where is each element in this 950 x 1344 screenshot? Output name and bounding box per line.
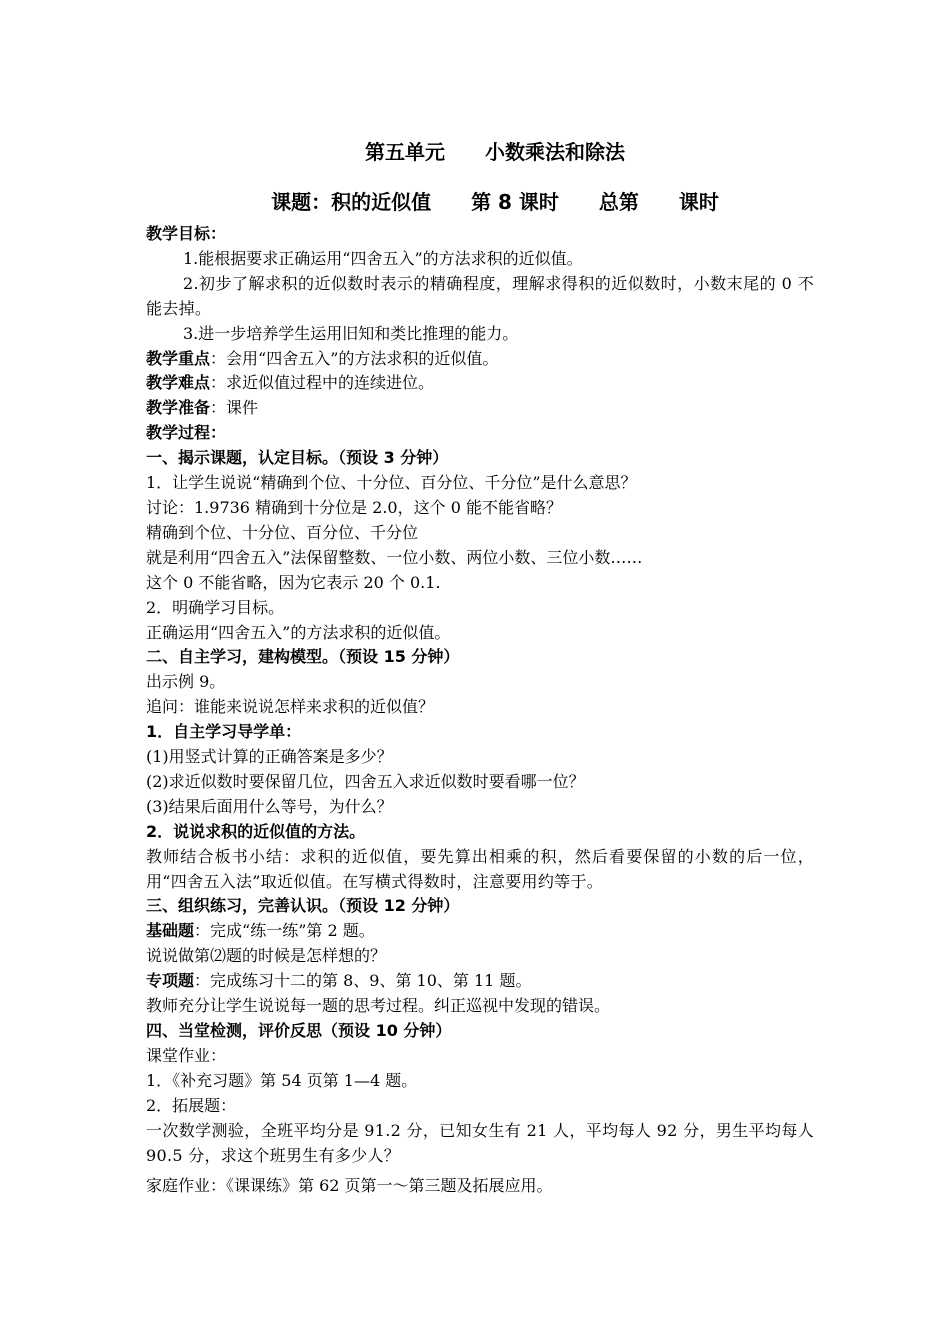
- section-heading: 三、组织练习，完善认识。（预设 12 分钟）: [146, 896, 460, 916]
- process-heading: 教学过程：: [146, 423, 227, 443]
- text-line: 讨论：1.9736 精确到十分位是 2.0，这个 0 能不能省略？: [146, 497, 562, 517]
- goal-item: 2.初步了解求积的近似数时表示的精确程度，理解求得积的近似数时，小数末尾的 0 不能去掉。: [146, 273, 814, 318]
- special-exercise-text: ：完成练习十二的第 8、9、第 10、第 11 题。: [194, 971, 532, 991]
- text-line: 2．拓展题：: [146, 1095, 237, 1115]
- basic-exercise-text: ：完成“练一练”第 2 题。: [194, 921, 375, 941]
- text-line: 这个 0 不能省略，因为它表示 20 个 0.1.: [146, 572, 441, 592]
- basic-exercise: [146, 919, 814, 944]
- text-line: 出示例 9。: [146, 672, 226, 692]
- text-line: 就是利用“四舍五入”法保留整数、一位小数、两位小数、三位小数……: [146, 547, 643, 567]
- goal-item: 3.进一步培养学生运用旧知和类比推理的能力。: [183, 323, 519, 343]
- goals-heading: 教学目标：: [146, 224, 227, 243]
- text-line: (3)结果后面用什么等号，为什么？: [146, 796, 393, 816]
- document-body: [146, 222, 814, 1199]
- text-paragraph: 教师结合板书小结：求积的近似值，要先算出相乘的积，然后看要保留的小数的后一位，用“四舍五入法”取近似值。在写横式得数时，注意要用约等于。: [146, 846, 814, 891]
- special-exercise: [146, 969, 814, 994]
- key-point: [146, 347, 814, 372]
- text-line: 精确到个位、十分位、百分位、千分位: [146, 522, 419, 542]
- subsection-heading: 2．说说求积的近似值的方法。: [146, 821, 366, 841]
- text-line: 1．让学生说说“精确到个位、十分位、百分位、千分位”是什么意思？: [146, 473, 637, 493]
- homework-line: 家庭作业：《课课练》第 62 页第一～第三题及拓展应用。: [146, 1176, 553, 1196]
- key-point-label: 教学重点: [146, 348, 211, 368]
- section-heading: 二、自主学习，建构模型。（预设 15 分钟）: [146, 647, 460, 667]
- difficulty-label: 教学难点: [146, 373, 211, 393]
- document-page: [146, 138, 814, 1199]
- preparation-text: ：课件: [210, 398, 259, 418]
- text-line: 1．《补充习题》第 54 页第 1—4 题。: [146, 1070, 418, 1090]
- difficulty: [146, 371, 814, 396]
- text-line: 教师充分让学生说说每一题的思考过程。纠正巡视中发现的错误。: [146, 996, 611, 1016]
- basic-exercise-label: 基础题: [146, 921, 195, 941]
- section-heading: 一、揭示课题，认定目标。（预设 3 分钟）: [146, 448, 449, 468]
- text-line: 正确运用“四舍五入”的方法求积的近似值。: [146, 622, 451, 642]
- preparation-label: 教学准备: [146, 398, 211, 418]
- text-line: 课堂作业：: [146, 1045, 227, 1065]
- key-point-text: ：会用“四舍五入”的方法求积的近似值。: [210, 348, 499, 368]
- text-line: 追问：谁能来说说怎样来求积的近似值？: [146, 697, 435, 717]
- section-heading: 四、当堂检测，评价反思（预设 10 分钟）: [146, 1021, 452, 1040]
- preparation: [146, 396, 814, 421]
- text-line: 说说做第⑵题的时候是怎样想的？: [146, 946, 387, 966]
- subsection-heading: 1．自主学习导学单：: [146, 722, 302, 742]
- unit-title: 第五单元 小数乘法和除法: [365, 140, 625, 164]
- goal-item: 1.能根据要求正确运用“四舍五入”的方法求积的近似值。: [183, 248, 583, 268]
- text-line: (1)用竖式计算的正确答案是多少？: [146, 747, 393, 767]
- text-line: (2)求近似数时要保留几位，四舍五入求近似数时要看哪一位？: [146, 771, 585, 791]
- lesson-title: 课题：积的近似值 第 8 课时 总第 课时: [271, 190, 719, 214]
- text-line: 2．明确学习目标。: [146, 597, 285, 617]
- text-paragraph: 一次数学测验，全班平均分是 91.2 分，已知女生有 21 人，平均每人 92 分，男生平均每人 90.5 分，求这个班男生有多少人？: [146, 1120, 814, 1165]
- special-exercise-label: 专项题: [146, 971, 195, 991]
- difficulty-text: ：求近似值过程中的连续进位。: [210, 373, 435, 393]
